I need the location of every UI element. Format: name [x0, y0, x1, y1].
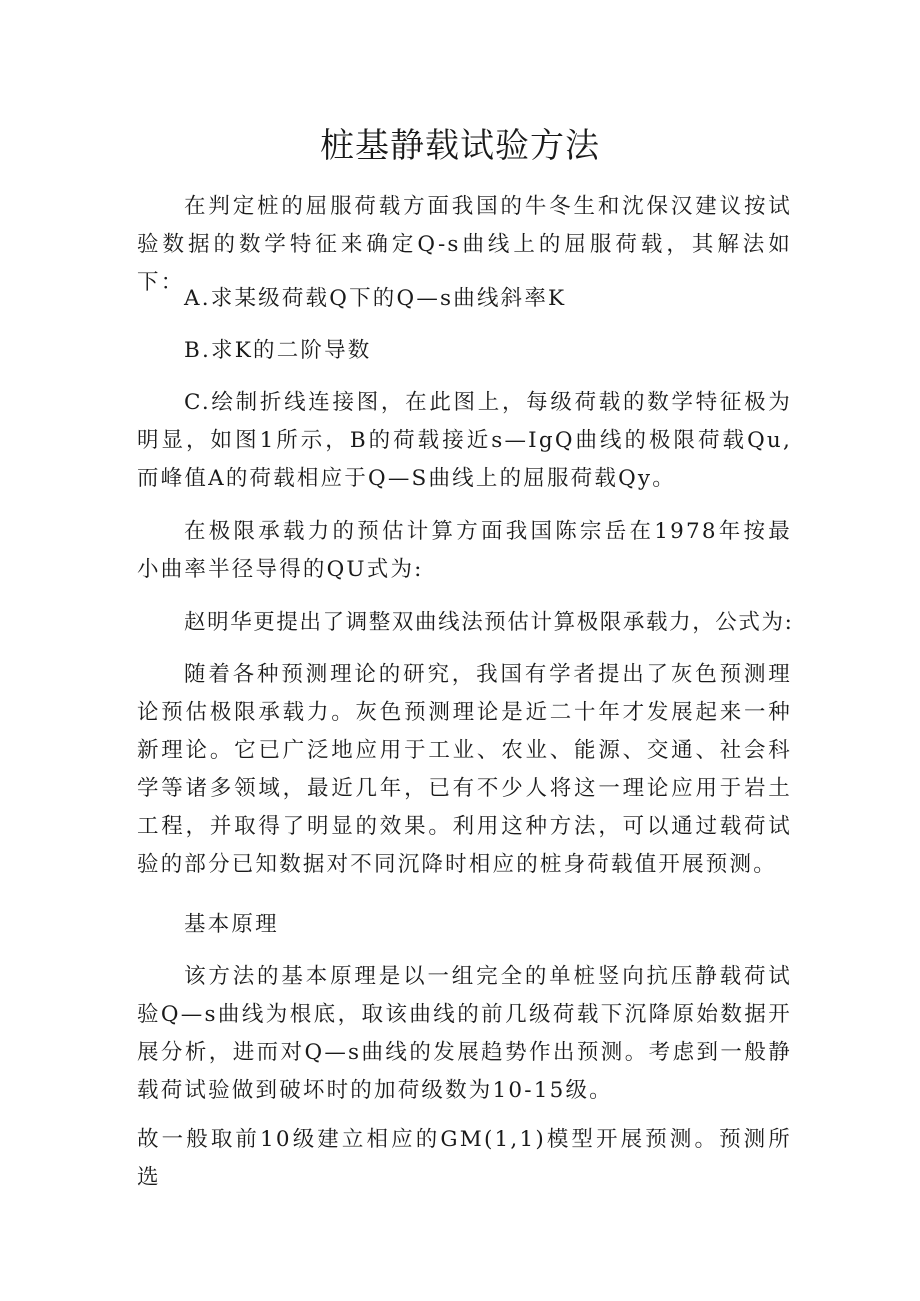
list-item-step-a: A.求某级荷载Q下的Q—s曲线斜率K	[184, 286, 567, 311]
paragraph-ultimate-capacity: 在极限承载力的预估计算方面我国陈宗岳在1978年按最小曲率半径导得的QU式为:	[137, 519, 792, 582]
list-item-step-c: C.绘制折线连接图，在此图上，每级荷载的数学特征极为明显，如图1所示，B的荷载接近s—IgQ曲线的极限荷载Qu,而峰值A的荷载相应于Q—S曲线上的屈服荷载Qy。	[137, 390, 792, 491]
paragraph-grey-prediction: 随着各种预测理论的研究，我国有学者提出了灰色预测理论预估极限承载力。灰色预测理论是近二十年才发展起来一种新理论。它已广泛地应用于工业、农业、能源、交通、社会科学等诸多领域，最近几年，已有不少人将这一理论应用于岩土工程，并取得了明显的效果。利用这种方法，可以通过载荷试验的部分已知数据对不同沉降时相应的桩身荷载值开展预测。	[137, 662, 792, 877]
paragraph-hyperbola-method: 赵明华更提出了调整双曲线法预估计算极限承载力，公式为:	[184, 610, 794, 635]
paragraph-gm-model: 故一般取前10级建立相应的GM(1,1)模型开展预测。预测所选	[137, 1127, 792, 1190]
paragraph-basic-principle: 该方法的基本原理是以一组完全的单桩竖向抗压静载荷试验Q—s曲线为根底，取该曲线的前几级荷载下沉降原始数据开展分析，进而对Q—s曲线的发展趋势作出预测。考虑到一般静载荷试验做到破坏时的加荷级数为10-15级。	[137, 964, 792, 1103]
paragraph-yield-load-intro: 在判定桩的屈服荷载方面我国的牛冬生和沈保汉建议按试验数据的数学特征来确定Q-s曲线上的屈服荷载，其解法如下：	[137, 194, 792, 295]
list-item-step-b: B.求K的二阶导数	[184, 338, 372, 363]
page-title: 桩基静载试验方法	[320, 126, 600, 166]
section-heading-basic-principle: 基本原理	[184, 912, 279, 937]
